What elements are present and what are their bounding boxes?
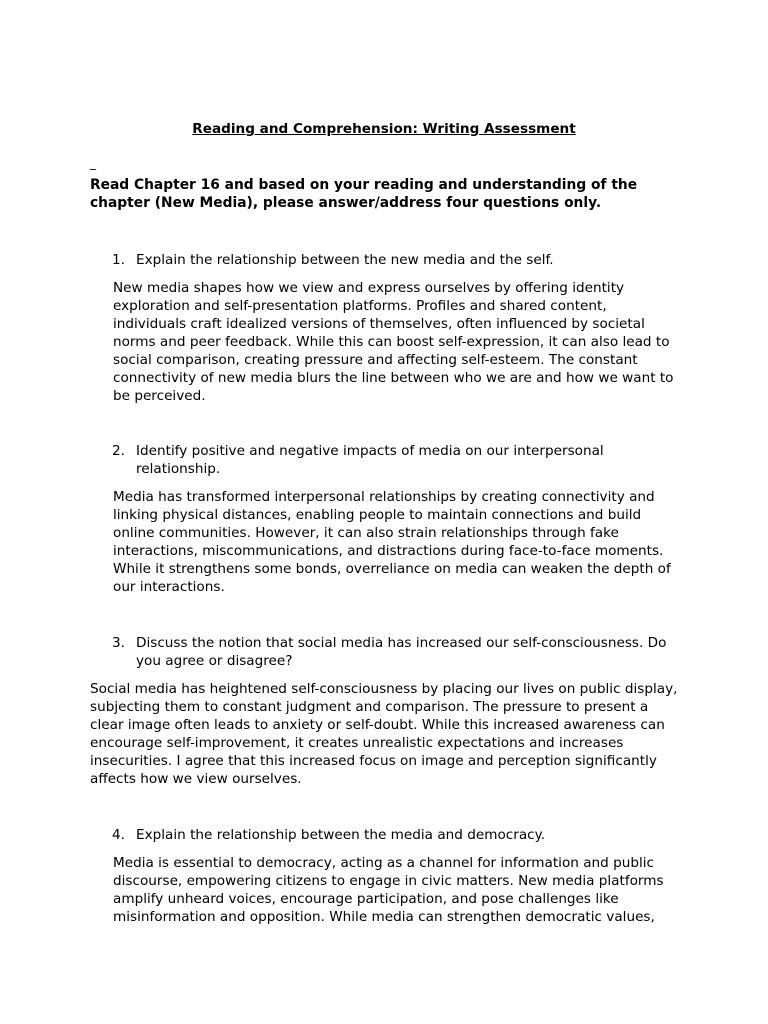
question-number: 3.	[112, 635, 125, 651]
question-number: 2.	[112, 443, 125, 459]
question-text: Explain the relationship between the new media and the self.	[136, 252, 554, 268]
answer-1: New media shapes how we view and express ourselves by offering identity exploration and self-presentation platforms. Profiles and shared content, individuals craft idealized versions of themselves, often influenced by societal norms and peer feedback. While this can boost self-expression, it can also lead to social comparison, creating pressure and affecting self-esteem. The constant connectivity of new media blurs the line between who we are and how we want to be perceived.	[113, 280, 674, 404]
answer-2: Media has transformed interpersonal relationships by creating connectivity and linking physical distances, enabling people to maintain connections and build online communities. However, it can also strain relationships through fake interactions, miscommunications, and distractions during face-to-face moments. While it strengthens some bonds, overreliance on media can weaken the depth of our interactions.	[113, 489, 671, 595]
question-number: 1.	[112, 252, 125, 268]
question-text: Discuss the notion that social media has increased our self-consciousness. Do you agree or disagree?	[136, 635, 667, 669]
question-text: Explain the relationship between the media and democracy.	[136, 827, 546, 843]
answer-4: Media is essential to democracy, acting as a channel for information and public discourse, empowering citizens to engage in civic matters. New media platforms amplify unheard voices, encourage participation, and pose challenges like misinformation and opposition. While media can strengthen democratic values,	[113, 855, 664, 925]
page-title: Reading and Comprehension: Writing Assessment	[192, 121, 576, 137]
question-2	[112, 442, 692, 478]
instructions-text: Read Chapter 16 and based on your reading and understanding of the chapter (New Media), please answer/address four questions only.	[90, 177, 638, 211]
question-text: Identify positive and negative impacts of media on our interpersonal relationship.	[136, 443, 604, 477]
question-1	[112, 251, 692, 269]
question-3	[112, 634, 692, 670]
question-number: 4.	[112, 827, 125, 843]
answer-3: Social media has heightened self-consciousness by placing our lives on public display, subjecting them to constant judgment and comparison. The pressure to present a clear image often leads to anxiety or self-doubt. While this increased awareness can encourage self-improvement, it creates unrealistic expectations and increases insecurities. I agree that this increased focus on image and perception significantly affects how we view ourselves.	[90, 681, 678, 787]
separator-mark: _	[90, 156, 96, 170]
question-4	[112, 826, 692, 844]
